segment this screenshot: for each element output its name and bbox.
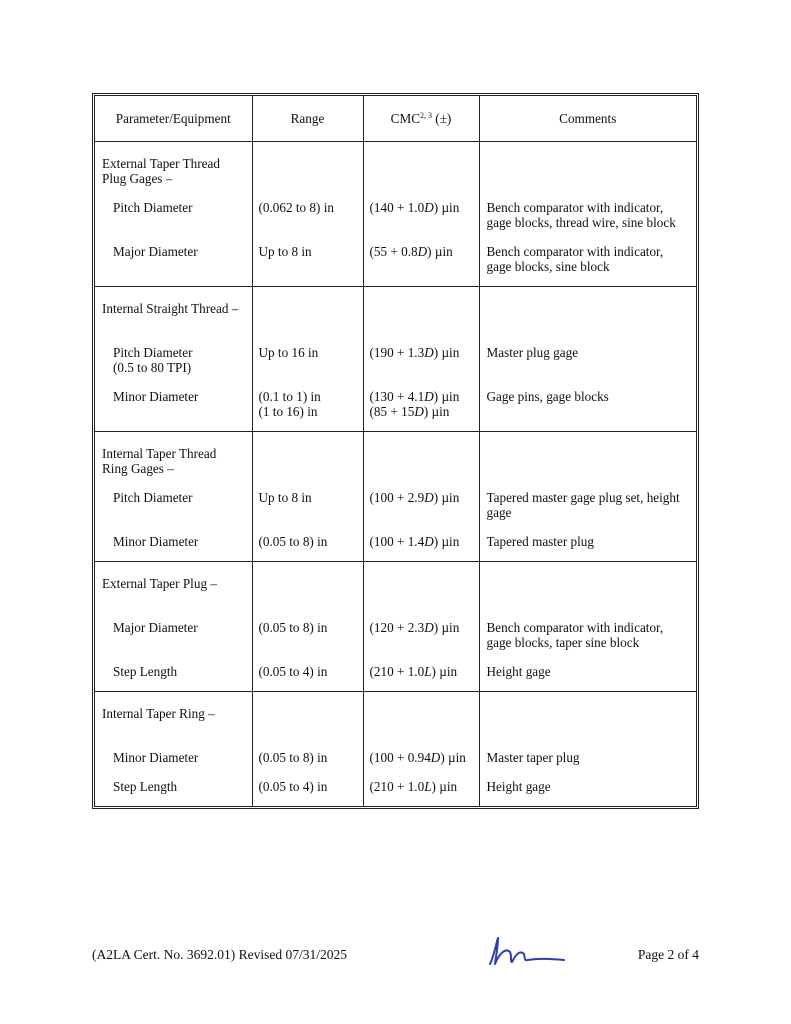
- comments-line: Tapered master plug: [486, 534, 594, 549]
- param-line: Pitch Diameter: [113, 490, 193, 505]
- param-cell: [95, 331, 252, 375]
- table-group: [95, 142, 696, 287]
- cmc-cell: [363, 476, 479, 520]
- comments-line: Bench comparator with indicator,: [486, 244, 664, 259]
- group-title-line: External Taper Plug –: [102, 576, 217, 591]
- cmc-line: (140 + 1.0D) µin: [369, 200, 460, 215]
- comments-cell: [479, 186, 696, 230]
- param-line: Minor Diameter: [113, 750, 199, 765]
- cmc-line: (85 + 15D) µin: [369, 404, 450, 419]
- cmc-cell: [363, 736, 479, 765]
- range-line: Up to 8 in: [258, 244, 312, 259]
- range-cell: [252, 765, 363, 806]
- page-number: Page 2 of 4: [637, 947, 699, 962]
- group-title-line: External Taper Thread: [102, 156, 220, 171]
- cmc-cell: [363, 375, 479, 432]
- accreditation-table: [92, 93, 699, 809]
- range-line: (0.05 to 8) in: [258, 620, 328, 635]
- param-cell: [95, 736, 252, 765]
- table-row: [95, 606, 696, 650]
- cmc-cell: [363, 520, 479, 562]
- range-cell: [252, 331, 363, 375]
- cert-footer: (A2LA Cert. No. 3692.01) Revised 07/31/2025: [92, 947, 347, 962]
- comments-line: Height gage: [486, 779, 551, 794]
- param-cell: [95, 186, 252, 230]
- header-parameter: Parameter/Equipment: [95, 96, 252, 142]
- table-row: [95, 476, 696, 520]
- param-cell: [95, 650, 252, 692]
- param-cell: [95, 476, 252, 520]
- table-group: [95, 692, 696, 807]
- range-line: (0.062 to 8) in: [258, 200, 334, 215]
- range-cell: [252, 476, 363, 520]
- cmc-footnote-ref: 2, 3: [420, 111, 432, 120]
- range-cell: [252, 736, 363, 765]
- cmc-line: (100 + 1.4D) µin: [369, 534, 460, 549]
- comments-line: gage blocks, sine block: [486, 259, 610, 274]
- header-range: Range: [252, 96, 363, 142]
- range-line: (0.05 to 8) in: [258, 534, 328, 549]
- group-title-line: Plug Gages –: [102, 171, 173, 186]
- table-group: [95, 562, 696, 692]
- group-title-line: Internal Taper Thread: [102, 446, 217, 461]
- table-row: [95, 375, 696, 432]
- group-title-line: Internal Straight Thread –: [102, 301, 239, 316]
- range-cell: [252, 606, 363, 650]
- cmc-cell: [363, 606, 479, 650]
- param-cell: [95, 606, 252, 650]
- comments-cell: [479, 230, 696, 287]
- cmc-cell: [363, 331, 479, 375]
- cmc-cell: [363, 650, 479, 692]
- param-line: Step Length: [113, 779, 178, 794]
- header-cmc: CMC$^{2, 3}$ (±): [363, 96, 479, 142]
- param-line: Pitch Diameter: [113, 345, 193, 360]
- comments-cell: [479, 736, 696, 765]
- group-title: [95, 432, 252, 477]
- comments-cell: [479, 606, 696, 650]
- group-title: [95, 142, 252, 187]
- comments-line: gage: [486, 505, 512, 520]
- range-line: (0.1 to 1) in: [258, 389, 321, 404]
- cmc-line: (100 + 2.9D) µin: [369, 490, 460, 505]
- range-line: (0.05 to 8) in: [258, 750, 328, 765]
- cmc-line: (100 + 0.94D) µin: [369, 750, 466, 765]
- param-cell: [95, 375, 252, 432]
- comments-cell: [479, 375, 696, 432]
- range-line: (1 to 16) in: [258, 404, 318, 419]
- comments-cell: [479, 765, 696, 806]
- comments-line: Gage pins, gage blocks: [486, 389, 609, 404]
- signature: [480, 930, 566, 970]
- comments-line: Master taper plug: [486, 750, 580, 765]
- table-row: [95, 765, 696, 806]
- param-line: Major Diameter: [113, 244, 198, 259]
- param-cell: [95, 765, 252, 806]
- header-comments: Comments: [479, 96, 696, 142]
- param-line: Minor Diameter: [113, 389, 199, 404]
- comments-cell: [479, 476, 696, 520]
- param-line: (0.5 to 80 TPI): [113, 360, 192, 375]
- comments-line: Tapered master gage plug set, height: [486, 490, 680, 505]
- cmc-line: (210 + 1.0L) µin: [369, 664, 458, 679]
- range-line: (0.05 to 4) in: [258, 664, 328, 679]
- cmc-cell: [363, 186, 479, 230]
- param-line: Minor Diameter: [113, 534, 199, 549]
- group-title-line: Ring Gages –: [102, 461, 174, 476]
- table-row: [95, 650, 696, 692]
- comments-cell: [479, 650, 696, 692]
- cmc-line: (55 + 0.8D) µin: [369, 244, 453, 259]
- comments-line: Bench comparator with indicator,: [486, 620, 664, 635]
- param-line: Major Diameter: [113, 620, 198, 635]
- cmc-cell: [363, 230, 479, 287]
- table-row: [95, 331, 696, 375]
- comments-line: gage blocks, taper sine block: [486, 635, 640, 650]
- range-line: Up to 16 in: [258, 345, 319, 360]
- group-title-line: Internal Taper Ring –: [102, 706, 215, 721]
- param-line: Step Length: [113, 664, 178, 679]
- param-line: Pitch Diameter: [113, 200, 193, 215]
- range-cell: [252, 186, 363, 230]
- cmc-line: (210 + 1.0L) µin: [369, 779, 458, 794]
- comments-line: Height gage: [486, 664, 551, 679]
- comments-cell: [479, 520, 696, 562]
- param-cell: [95, 520, 252, 562]
- range-cell: [252, 520, 363, 562]
- table-group: [95, 287, 696, 432]
- table-header-row: [95, 96, 696, 142]
- param-cell: [95, 230, 252, 287]
- table-group: [95, 432, 696, 562]
- table-row: [95, 736, 696, 765]
- comments-line: Bench comparator with indicator,: [486, 200, 664, 215]
- range-line: (0.05 to 4) in: [258, 779, 328, 794]
- group-title: [95, 692, 252, 737]
- table-row: [95, 186, 696, 230]
- range-cell: [252, 650, 363, 692]
- table-row: [95, 520, 696, 562]
- group-title: [95, 287, 252, 332]
- cmc-line: (120 + 2.3D) µin: [369, 620, 460, 635]
- cmc-cell: [363, 765, 479, 806]
- comments-line: Master plug gage: [486, 345, 579, 360]
- cmc-line: (190 + 1.3D) µin: [369, 345, 460, 360]
- range-cell: [252, 375, 363, 432]
- comments-cell: [479, 331, 696, 375]
- comments-line: gage blocks, thread wire, sine block: [486, 215, 676, 230]
- table-row: [95, 230, 696, 287]
- range-cell: [252, 230, 363, 287]
- range-line: Up to 8 in: [258, 490, 312, 505]
- cmc-line: (130 + 4.1D) µin: [369, 389, 460, 404]
- group-title: [95, 562, 252, 607]
